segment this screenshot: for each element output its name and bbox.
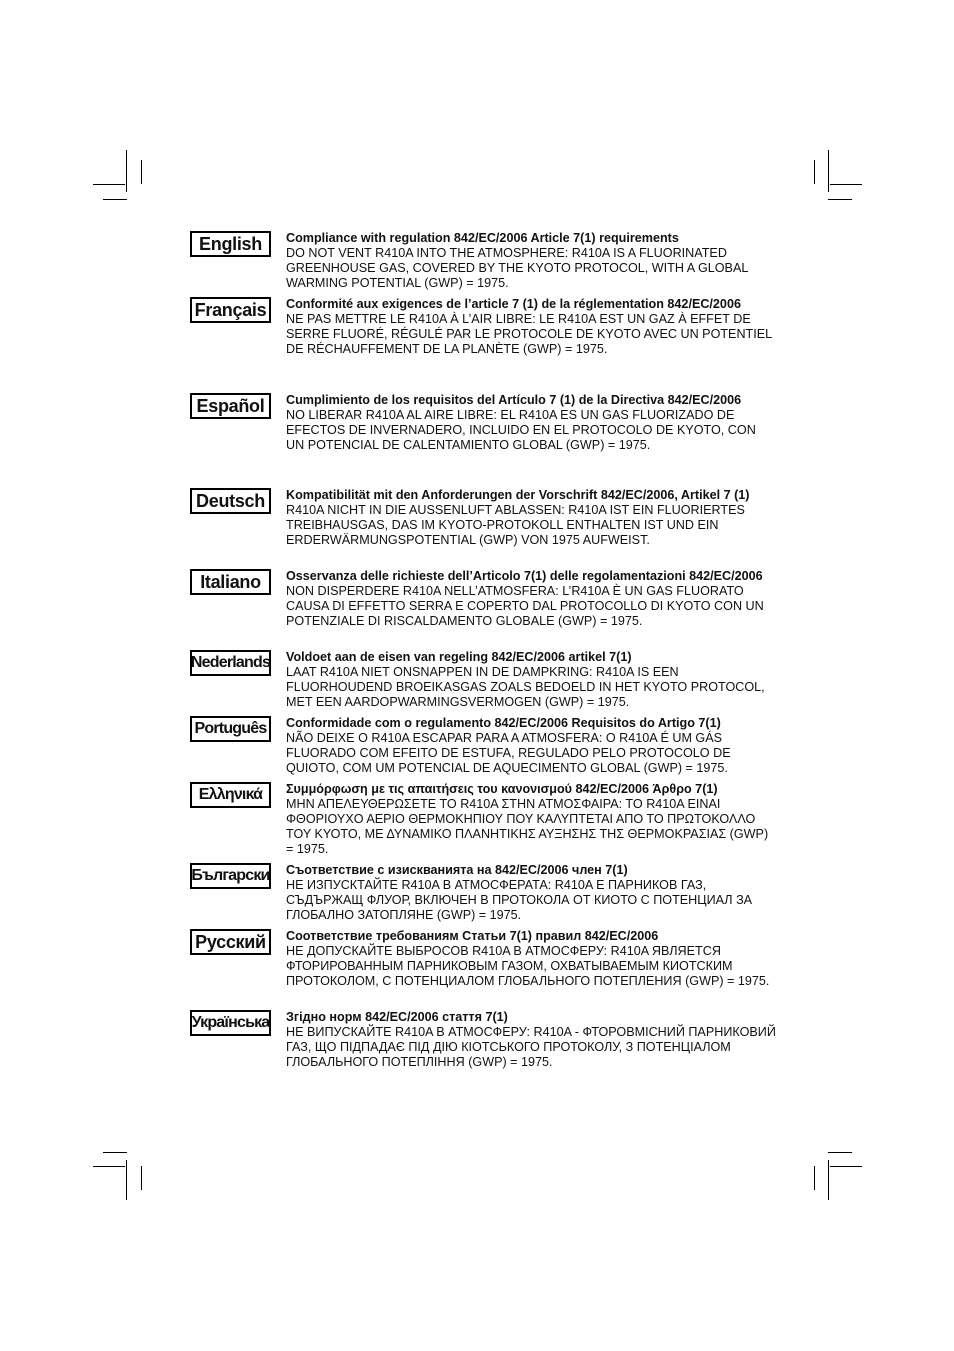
section-body: NON DISPERDERE R410A NELL’ATMOSFERA: L’R410A È UN GAS FLUORATO CAUSA DI EFFETTO SERRA E COPERTO DAL PROTOCOLLO DI KYOTO CON UN POTENZIALE DI RISCALDAMENTO GLOBALE (GWP) = 1975. bbox=[286, 584, 764, 628]
language-label: Українська bbox=[190, 1010, 271, 1036]
section-title: Conformidade com o regulamento 842/EC/2006 Requisitos do Artigo 7(1) bbox=[286, 716, 721, 730]
section-title: Съответствие с изискванията на 842/EC/2006 член 7(1) bbox=[286, 863, 628, 877]
crop-mark-bl-h2 bbox=[93, 1166, 125, 1167]
section-body: LAAT R410A NIET ONSNAPPEN IN DE DAMPKRING: R410A IS EEN FLUORHOUDEND BROEIKASGAS ZOALS BEDOELD IN HET KYOTO PROTOCOL, MET EEN AARDOPWARMINGSVERMOGEN (GWP) = 1975. bbox=[286, 665, 765, 709]
section-body: НЕ ИЗПУСКТАЙТЕ R410A В АТМОСФЕРАТА: R410A Е ПАРНИКОВ ГАЗ, СЪДЪРЖАЩ ФЛУОР, ВКЛЮЧЕН В ПРОТОКОЛА ОТ КИОТО С ПОТЕНЦИАЛ ЗА ГЛОБАЛНО ЗАТОПЛЯНЕ (GWP) = 1975. bbox=[286, 878, 753, 922]
section-text bbox=[286, 782, 776, 857]
language-label: Italiano bbox=[190, 569, 271, 595]
section-title: Voldoet aan de eisen van regeling 842/EC/2006 artikel 7(1) bbox=[286, 650, 632, 664]
crop-mark-tr-v2 bbox=[814, 160, 815, 184]
section-text bbox=[286, 231, 776, 291]
section-text bbox=[286, 929, 776, 989]
section-body: NÃO DEIXE O R410A ESCAPAR PARA A ATMOSFERA: O R410A É UM GÁS FLUORADO COM EFEITO DE ESTUFA, REGULADO PELO PROTOCOLO DE QUIOTO, COM UM POTENCIAL DE AQUECIMENTO GLOBAL (GWP) = 1975. bbox=[286, 731, 731, 775]
section-body: НЕ ДОПУСКАЙТЕ ВЫБРОСОВ R410A В АТМОСФЕРУ: R410A ЯВЛЯЕТСЯ ФТОРИРОВАННЫМ ПАРНИКОВЫМ ГАЗОМ, ОХВАТЫВАЕМЫМ КИОТСКИМ ПРОТОКОЛОМ, С ПОТЕНЦИАЛОМ ГЛОБАЛЬНОГО ПОТЕПЛЕНИЯ (GWP) = 1975. bbox=[286, 944, 770, 988]
section-body: DO NOT VENT R410A INTO THE ATMOSPHERE: R410A IS A FLUORINATED GREENHOUSE GAS, COVERED BY THE KYOTO PROTOCOL, WITH A GLOBAL WARMING POTENTIAL (GWP) = 1975. bbox=[286, 246, 748, 290]
section-title: Osservanza delle richieste dell’Articolo 7(1) delle regolamentazioni 842/EC/2006 bbox=[286, 569, 763, 583]
crop-mark-tl-v1 bbox=[126, 150, 127, 192]
section-text bbox=[286, 863, 776, 923]
language-label: Български bbox=[190, 863, 271, 889]
section-text bbox=[286, 393, 776, 453]
crop-mark-br-v1 bbox=[828, 1160, 829, 1200]
section-body: R410A NICHT IN DIE AUSSENLUFT ABLASSEN: R410A IST EIN FLUORIERTES TREIBHAUSGAS, DAS IM KYOTO-PROTOKOLL ENTHALTEN IST UND EIN ERDERWÄRMUNGSPOTENTIAL (GWP) VON 1975 AUFWEIST. bbox=[286, 503, 745, 547]
crop-mark-bl-h1 bbox=[103, 1152, 127, 1153]
section-title: Kompatibilität mit den Anforderungen der Vorschrift 842/EC/2006, Artikel 7 (1) bbox=[286, 488, 750, 502]
crop-mark-tl-h1 bbox=[93, 184, 125, 185]
language-label: Deutsch bbox=[190, 488, 271, 514]
section-text bbox=[286, 297, 776, 357]
crop-mark-tr-v1 bbox=[828, 150, 829, 192]
section-text bbox=[286, 716, 776, 776]
section-title: Згідно норм 842/EC/2006 стаття 7(1) bbox=[286, 1010, 508, 1024]
crop-mark-br-h1 bbox=[828, 1152, 852, 1153]
section-body: НЕ ВИПУСКАЙТЕ R410A В АТМОСФЕРУ: R410A - ФТОРОВМІСНИЙ ПАРНИКОВИЙ ГАЗ, ЩО ПІДПАДАЄ ПІД ДІЮ КІОТСЬКОГО ПРОТОКОЛУ, З ПОТЕНЦІАЛОМ ГЛОБАЛЬНОГО ПОТЕПЛІННЯ (GWP) = 1975. bbox=[286, 1025, 776, 1069]
section-text bbox=[286, 1010, 776, 1070]
crop-mark-bl-v2 bbox=[141, 1166, 142, 1190]
language-label: Português bbox=[190, 716, 271, 742]
crop-mark-br-h2 bbox=[830, 1166, 862, 1167]
section-title: Compliance with regulation 842/EC/2006 Article 7(1) requirements bbox=[286, 231, 679, 245]
language-label: Русский bbox=[190, 929, 271, 955]
section-title: Συμμόρφωση με τις απαιτήσεις του κανονισμού 842/EC/2006 Άρθρο 7(1) bbox=[286, 782, 718, 796]
language-label: English bbox=[190, 231, 271, 257]
language-label: Ελληνικά bbox=[190, 782, 271, 808]
section-text bbox=[286, 569, 776, 629]
section-body: ΜΗΝ ΑΠΕΛΕΥΘΕΡΩΣΕΤΕ ΤΟ R410A ΣΤΗΝ ΑΤΜΟΣΦΑΙΡΑ: ΤΟ R410A ΕΙΝΑΙ ΦΘΟΡΙΟΥΧΟ ΑΕΡΙΟ ΘΕΡΜΟΚΗΠΙΟΥ ΠΟΥ ΚΑΛΥΠΤΕΤΑΙ ΑΠΟ ΤΟ ΠΡΩΤΟΚΟΛΛΟ ΤΟΥ ΚΥΟΤΟ, ΜΕ ΔΥΝΑΜΙΚΟ ΠΛΑΝΗΤΙΚΗΣ ΑΥΞΗΣΗΣ ΤΗΣ ΘΕΡΜΟΚΡΑΣΙΑΣ (GWP) = 1975. bbox=[286, 797, 769, 856]
crop-mark-tr-h1 bbox=[830, 184, 862, 185]
section-body: NO LIBERAR R410A AL AIRE LIBRE: EL R410A ES UN GAS FLUORIZADO DE EFECTOS DE INVERNADERO, INCLUIDO EN EL PROTOCOLO DE KYOTO, CON UN POTENCIAL DE CALENTAMIENTO GLOBAL (GWP) = 1975. bbox=[286, 408, 756, 452]
language-label: Español bbox=[190, 393, 271, 419]
crop-mark-bl-v1 bbox=[126, 1160, 127, 1200]
crop-mark-tl-v2 bbox=[141, 160, 142, 184]
crop-mark-tr-h2 bbox=[828, 199, 852, 200]
crop-mark-tl-h2 bbox=[103, 199, 127, 200]
language-label: Français bbox=[190, 297, 271, 323]
section-body: NE PAS METTRE LE R410A À L’AIR LIBRE: LE R410A EST UN GAZ À EFFET DE SERRE FLUORÉ, RÉGULÉ PAR LE PROTOCOLE DE KYOTO AVEC UN POTENTIEL DE RÉCHAUFFEMENT DE LA PLANÈTE (GWP) = 1975. bbox=[286, 312, 772, 356]
section-title: Соответствие требованиям Статьи 7(1) правил 842/EC/2006 bbox=[286, 929, 659, 943]
section-title: Conformité aux exigences de l’article 7 (1) de la réglementation 842/EC/2006 bbox=[286, 297, 741, 311]
section-title: Cumplimiento de los requisitos del Artículo 7 (1) de la Directiva 842/EC/2006 bbox=[286, 393, 742, 407]
crop-mark-br-v2 bbox=[814, 1166, 815, 1190]
section-text bbox=[286, 488, 776, 548]
section-text bbox=[286, 650, 776, 710]
language-label: Nederlands bbox=[190, 650, 271, 676]
